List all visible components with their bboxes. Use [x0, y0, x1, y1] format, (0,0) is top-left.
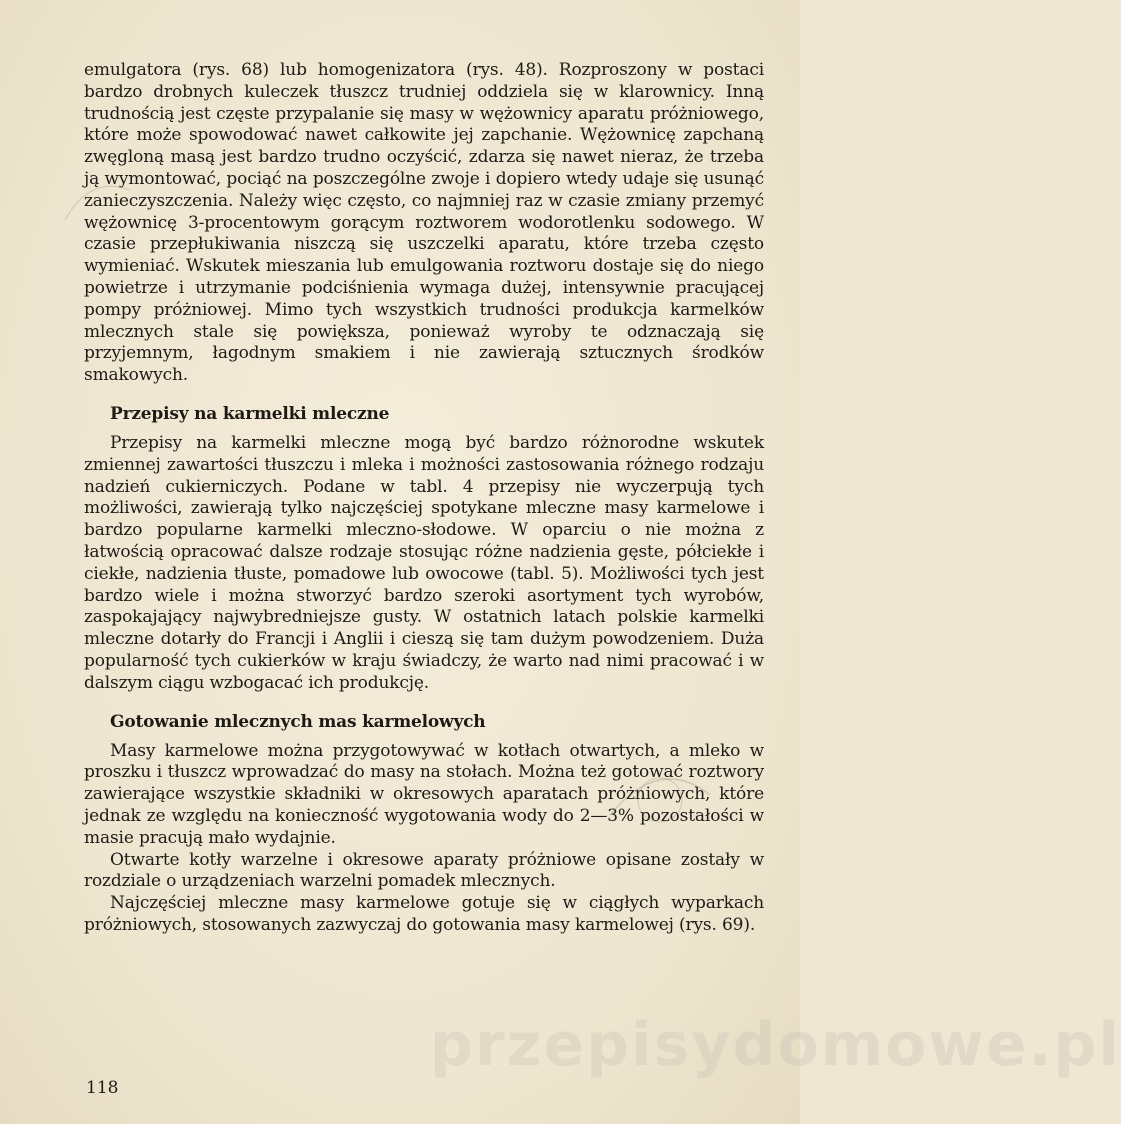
paragraph-recipes: Przepisy na karmelki mleczne mogą być bardzo różnorodne wskutek zmiennej zawartości tłuszczu i mleka i możności zastosowania różnego rodzaju nadzień cukierniczych. Podane w tabl. 4 przepisy nie wyczerpują tych możliwości, zawierają tylko najczęściej spotykane mleczne masy karmelowe i bardzo popularne karmelki mleczno-słodowe. W oparciu o nie można z łatwością opracować dalsze rodzaje stosując różne nadzienia gęste, półciekłe i ciekłe, nadzienia tłuste, pomadowe lub owocowe (tabl. 5). Możliwości tych jest bardzo wiele i można stworzyć bardzo szeroki asortyment tych wyrobów, zaspokajający najwybredniejsze gusty. W ostatnich latach polskie karmelki mleczne dotarły do Francji i Anglii i cieszą się tam dużym powodzeniem. Duża popularność tych cukierków w kraju świadczy, że warto nad nimi pracować i w dalszym ciągu wzbogacać ich produkcję. [84, 432, 764, 693]
paragraph-cooking-2: Otwarte kotły warzelne i okresowe aparaty próżniowe opisane zostały w rozdziale o urządzeniach warzelni pomadek mlecznych. [84, 849, 764, 892]
page-number: 118 [86, 1078, 119, 1098]
page-body [84, 60, 764, 937]
paragraph-cooking-1: Masy karmelowe można przygotowywać w kotłach otwartych, a mleko w proszku i tłuszcz wprowadzać do masy na stołach. Można też gotować roztwory zawierające wszystkie składniki w okresowych aparatach próżniowych, które jednak ze względu na konieczność wygotowania wody do 2—3% pozostałości w masie pracują mało wydajnie. [84, 740, 764, 848]
watermark-text: przepisydomowe.pl [430, 1010, 1121, 1080]
paragraph-cooking-3: Najczęściej mleczne masy karmelowe gotuje się w ciągłych wyparkach próżniowych, stosowanych zazwyczaj do gotowania masy karmelowej (rys. 69). [84, 893, 764, 935]
paragraph-continuation: emulgatora (rys. 68) lub homogenizatora (rys. 48). Rozproszony w postaci bardzo drobnych kuleczek tłuszcz trudniej oddziela się w klarownicy. Inną trudnością jest częste przypalanie się masy w wężownicy aparatu próżniowego, które może spowodować nawet całkowite jej zapchanie. Wężownicę zapchaną zwęgloną masą jest bardzo trudno oczyścić, zdarza się nawet nieraz, że trzeba ją wymontować, pociąć na poszczególne zwoje i dopiero wtedy udaje się usunąć zanieczyszczenia. Należy więc często, co najmniej raz w czasie zmiany przemyć wężownicę 3-procentowym gorącym roztworem wodorotlenku sodowego. W czasie przepłukiwania niszczą się uszczelki aparatu, które trzeba często wymieniać. Wskutek mieszania lub emulgowania roztworu dostaje się do niego powietrze i utrzymanie podciśnienia wymaga dużej, intensywnie pracującej pompy próżniowej. Mimo tych wszystkich trudności produkcja karmelków mlecznych stale się powiększa, ponieważ wyroby te odznaczają się przyjemnym, łagodnym smakiem i nie zawierają sztucznych środków smakowych. [84, 60, 764, 386]
section-heading-recipes: Przepisy na karmelki mleczne [110, 403, 390, 424]
section-heading-cooking: Gotowanie mlecznych mas karmelowych [110, 711, 486, 732]
